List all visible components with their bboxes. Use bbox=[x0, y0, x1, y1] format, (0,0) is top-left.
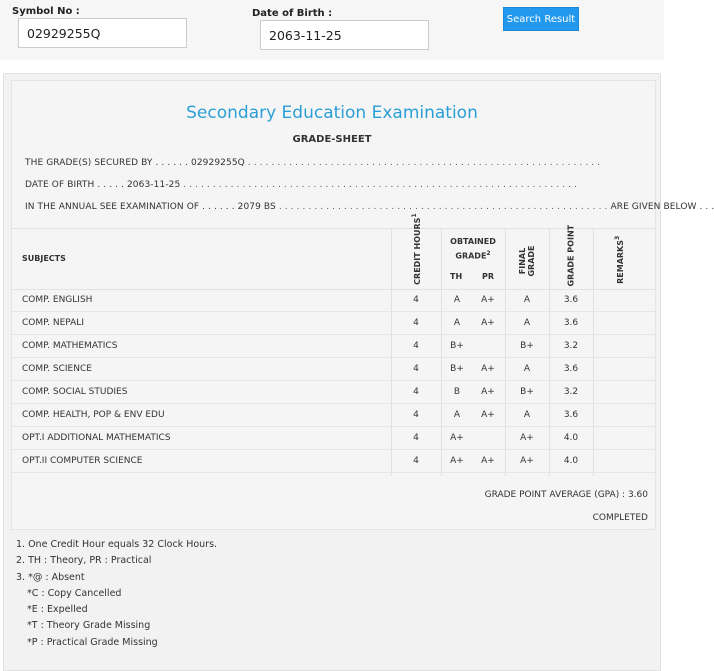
dob-input[interactable]: 2063-11-25 bbox=[260, 20, 429, 50]
grade-point-header bbox=[566, 224, 576, 287]
credit-hours-cell: 4 bbox=[413, 318, 419, 328]
subject-cell: OPT.II COMPUTER SCIENCE bbox=[22, 456, 143, 466]
row-divider bbox=[12, 334, 655, 335]
grade-point-cell: 3.2 bbox=[563, 341, 579, 351]
remarks-footnote: 3 bbox=[614, 235, 622, 240]
obtained-grade-text: OBTAINED GRADE bbox=[450, 237, 496, 261]
credit-hours-footnote: 1 bbox=[411, 213, 419, 218]
symbol-no-value: 02929255Q bbox=[191, 158, 245, 168]
credit-hours-cell: 4 bbox=[413, 364, 419, 374]
row-divider bbox=[12, 311, 655, 312]
obtained-grade-footnote: 2 bbox=[486, 250, 491, 257]
grade-point-cell: 3.6 bbox=[563, 318, 579, 328]
subject-cell: COMP. SOCIAL STUDIES bbox=[22, 387, 128, 397]
pr-header: PR bbox=[482, 272, 495, 281]
final-grade-header bbox=[518, 231, 536, 291]
search-result-button[interactable]: Search Result bbox=[503, 7, 579, 31]
subject-cell: OPT.I ADDITIONAL MATHEMATICS bbox=[22, 433, 171, 443]
grade-point-cell: 4.0 bbox=[563, 433, 579, 443]
status-label: COMPLETED bbox=[592, 513, 648, 523]
credit-hours-cell: 4 bbox=[413, 341, 419, 351]
grades-secured-label: THE GRADE(S) SECURED BY . . . . . . bbox=[25, 158, 189, 168]
filler-dots: . . . . . . . . . . . . . . . . . . . . . . . . . . . . . . . . . . . . . . . . . . . . . . . . . . . . . . . . bbox=[278, 202, 608, 212]
pr-grade-cell: A+ bbox=[481, 295, 495, 305]
credit-hours-cell: 4 bbox=[413, 410, 419, 420]
th-grade-cell: A bbox=[453, 410, 461, 420]
th-grade-cell: A bbox=[453, 295, 461, 305]
credit-hours-header bbox=[410, 213, 422, 285]
footnote-item: 3. *@ : Absent bbox=[16, 572, 85, 583]
credit-hours-text: CREDIT HOURS bbox=[412, 217, 422, 285]
row-divider bbox=[12, 380, 655, 381]
footnote-item: *E : Expelled bbox=[27, 604, 88, 615]
row-divider bbox=[12, 449, 655, 450]
grade-point-cell: 3.6 bbox=[563, 295, 579, 305]
pr-grade-cell: A+ bbox=[481, 410, 495, 420]
row-divider bbox=[12, 403, 655, 404]
final-grade-cell: B+ bbox=[520, 341, 534, 351]
th-grade-cell: A bbox=[453, 318, 461, 328]
th-header: TH bbox=[450, 272, 463, 281]
th-grade-cell: A+ bbox=[450, 433, 464, 443]
pr-grade-cell: A+ bbox=[481, 387, 495, 397]
remarks-header bbox=[613, 235, 625, 285]
pr-grade-cell: A+ bbox=[481, 364, 495, 374]
footnote-item: 2. TH : Theory, PR : Practical bbox=[16, 555, 152, 566]
table-header bbox=[12, 228, 655, 290]
footnote-item: 1. One Credit Hour equals 32 Clock Hours. bbox=[16, 539, 218, 550]
gpa-summary: GRADE POINT AVERAGE (GPA) : 3.60 bbox=[484, 490, 648, 500]
filler-dots: . . . . . . . . . . . . . . . . . . . . . . . . . . . . . . . . . . . . . . . . . . . . . . . . . . . . . . . . . . . . . . . . . . . bbox=[183, 180, 578, 190]
credit-hours-cell: 4 bbox=[413, 456, 419, 466]
subjects-header: SUBJECTS bbox=[22, 254, 66, 263]
final-grade-cell: A bbox=[523, 318, 531, 328]
dob-line bbox=[25, 180, 640, 190]
obtained-grade-header bbox=[448, 236, 498, 263]
th-grade-cell: B+ bbox=[450, 364, 464, 374]
subject-cell: COMP. NEPALI bbox=[22, 318, 84, 328]
final-grade-text: FINAL GRADE bbox=[518, 245, 536, 277]
exam-line bbox=[25, 202, 714, 212]
th-grade-cell: A+ bbox=[450, 456, 464, 466]
credit-hours-cell: 4 bbox=[413, 295, 419, 305]
pr-grade-cell: A+ bbox=[481, 318, 495, 328]
remarks-text: REMARKS bbox=[615, 239, 625, 284]
column-divider bbox=[593, 228, 594, 476]
footnote-item: *C : Copy Cancelled bbox=[27, 588, 122, 599]
filler-dots: . . . . . . . . . . . . . . . . . . . . . . . . . . . . . . . . . . . . . . . . . . . . . . . . . . . . . . . . . . . . bbox=[247, 158, 601, 168]
dob-value: 2063-11-25 bbox=[126, 180, 181, 190]
subject-cell: COMP. SCIENCE bbox=[22, 364, 92, 374]
symbol-no-label: Symbol No : bbox=[12, 6, 80, 17]
grade-point-cell: 3.6 bbox=[563, 410, 579, 420]
page-title: Secondary Education Examination bbox=[186, 103, 478, 123]
grades-secured-line bbox=[25, 158, 640, 168]
exam-year-value: 2079 BS bbox=[237, 202, 276, 212]
final-grade-cell: A bbox=[523, 295, 531, 305]
row-divider bbox=[12, 357, 655, 358]
exam-line-label: IN THE ANNUAL SEE EXAMINATION OF . . . . . . bbox=[25, 202, 235, 212]
final-grade-cell: A+ bbox=[520, 456, 534, 466]
th-grade-cell: B bbox=[453, 387, 461, 397]
row-divider bbox=[12, 472, 655, 473]
grade-point-cell: 3.6 bbox=[563, 364, 579, 374]
grade-point-cell: 3.2 bbox=[563, 387, 579, 397]
dob-line-label: DATE OF BIRTH . . . . . bbox=[25, 180, 124, 190]
grade-point-text: GRADE POINT bbox=[566, 224, 576, 287]
exam-line-end: ARE GIVEN BELOW . . . bbox=[610, 202, 714, 212]
dob-label: Date of Birth : bbox=[252, 8, 333, 19]
final-grade-cell: A bbox=[523, 364, 531, 374]
credit-hours-cell: 4 bbox=[413, 387, 419, 397]
final-grade-cell: B+ bbox=[520, 387, 534, 397]
subject-cell: COMP. ENGLISH bbox=[22, 295, 93, 305]
column-divider bbox=[441, 228, 442, 476]
row-divider bbox=[12, 426, 655, 427]
grade-sheet-heading: GRADE-SHEET bbox=[292, 134, 372, 145]
footnote-item: *P : Practical Grade Missing bbox=[27, 637, 158, 648]
subject-cell: COMP. HEALTH, POP & ENV EDU bbox=[22, 410, 165, 420]
final-grade-cell: A+ bbox=[520, 433, 534, 443]
th-grade-cell: B+ bbox=[450, 341, 464, 351]
credit-hours-cell: 4 bbox=[413, 433, 419, 443]
subject-cell: COMP. MATHEMATICS bbox=[22, 341, 118, 351]
final-grade-cell: A bbox=[523, 410, 531, 420]
pr-grade-cell: A+ bbox=[481, 456, 495, 466]
footnote-item: *T : Theory Grade Missing bbox=[27, 620, 151, 631]
grade-point-cell: 4.0 bbox=[563, 456, 579, 466]
symbol-no-input[interactable]: 02929255Q bbox=[18, 18, 187, 48]
